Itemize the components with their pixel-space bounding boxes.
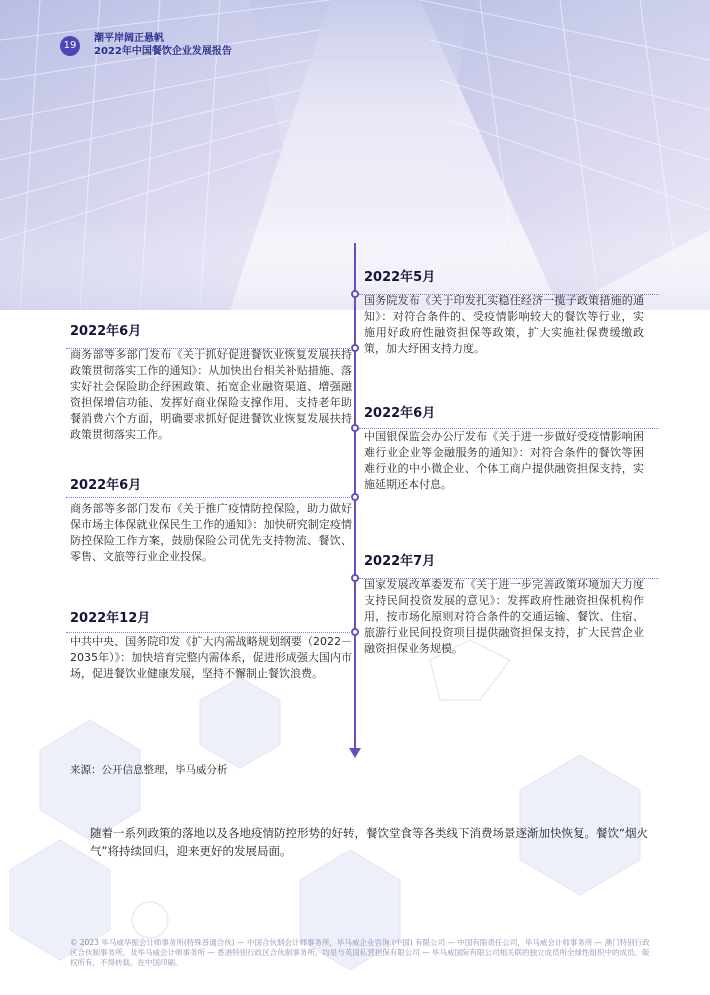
timeline-arrow-icon — [349, 748, 361, 758]
timeline-entry — [70, 607, 352, 682]
copyright-footer: © 2023 毕马威华振会计师事务所(特殊普通合伙) — 中国合伙制会计师事务所，毕马威企业咨询 (中国) 有限公司 — 中国有限责任公司，毕马威会计师事务所 — 澳门特别行政区合伙制事务所，及毕马威会计师事务所 — 香港特别行政区合伙制事务所，均是与英国私营担保有限公司 — 毕马威国际有限公司相关联的独立成员所全球性组织中的成员。版权所有，不得转载。在中国印刷。 — [70, 938, 650, 967]
timeline-entry-date: 2022年12月 — [70, 611, 151, 626]
timeline-entry-text: 商务部等多部门发布《关于推广疫情防控保险，助力做好保市场主体保就业保民生工作的通知》：加快研究制定疫情防控保险工作方案，鼓励保险公司优先支持物流、餐饮、零售、文旅等行业企业投保。 — [70, 502, 352, 563]
timeline-entry-text: 国家发展改革委发布《关于进一步完善政策环境加大力度支持民间投资发展的意见》：发挥政府性融资担保机构作用，按市场化原则对符合条件的交通运输、餐饮、住宿、旅游行业民间投资项目提供融资担保支持，扩大民营企业融资担保业务规模。 — [364, 578, 644, 655]
timeline-entry — [364, 550, 644, 657]
timeline-entry-date: 2022年6月 — [70, 478, 142, 493]
report-header-subtitle: 2022年中国餐饮企业发展报告 — [94, 46, 232, 57]
body-paragraph: 随着一系列政策的落地以及各地疫情防控形势的好转，餐饮堂食等各类线下消费场景逐渐加快恢复。餐饮“烟火气”将持续回归，迎来更好的发展局面。 — [90, 826, 648, 858]
report-header-title: 潮平岸阔正悬帆 — [94, 33, 164, 44]
timeline-entry-text: 中共中央、国务院印发《扩大内需战略规划纲要（2022－2035年）》：加快培育完整内需体系，促进形成强大国内市场，促进餐饮业健康发展，坚持不懈制止餐饮浪费。 — [70, 635, 352, 680]
timeline-dot — [351, 290, 359, 298]
timeline-entry — [70, 320, 352, 443]
timeline-dot — [351, 574, 359, 582]
timeline-entry-text: 国务院发布《关于印发扎实稳住经济一揽子政策措施的通知》：对符合条件的、受疫情影响较大的餐饮等行业，实施用好政府性融资担保等政策，扩大实施社保费缓缴政策，加大纾困支持力度。 — [364, 294, 644, 355]
timeline-entry-text: 中国银保监会办公厅发布《关于进一步做好受疫情影响困难行业企业等金融服务的通知》：对符合条件的餐饮等困难行业的中小微企业、个体工商户提供融资担保支持，实施延期还本付息。 — [364, 430, 644, 491]
timeline-entry-date: 2022年5月 — [364, 270, 436, 285]
timeline-dot — [351, 628, 359, 636]
source-note: 来源：公开信息整理，毕马威分析 — [70, 764, 228, 776]
timeline-entry-date: 2022年6月 — [364, 406, 436, 421]
timeline-entry — [70, 474, 352, 565]
timeline-entry-text: 商务部等多部门发布《关于抓好促进餐饮业恢复发展扶持政策贯彻落实工作的通知》：从加快出台相关补贴措施、落实好社会保险助企纾困政策、拓宽企业融资渠道、增强融资担保增信功能、发挥好商业保险支撑作用、支持老年助餐消费六个方面，明确要求抓好促进餐饮业恢复发展扶持政策贯彻落实工作。 — [70, 348, 352, 441]
timeline-dot — [351, 344, 359, 352]
page-number-badge: 19 — [60, 36, 80, 56]
timeline-dot — [351, 424, 359, 432]
timeline-entry — [364, 266, 644, 357]
timeline-entry-date: 2022年7月 — [364, 554, 436, 569]
timeline-dot — [351, 493, 359, 501]
timeline-entry-date: 2022年6月 — [70, 324, 142, 339]
timeline-entry — [364, 402, 644, 493]
